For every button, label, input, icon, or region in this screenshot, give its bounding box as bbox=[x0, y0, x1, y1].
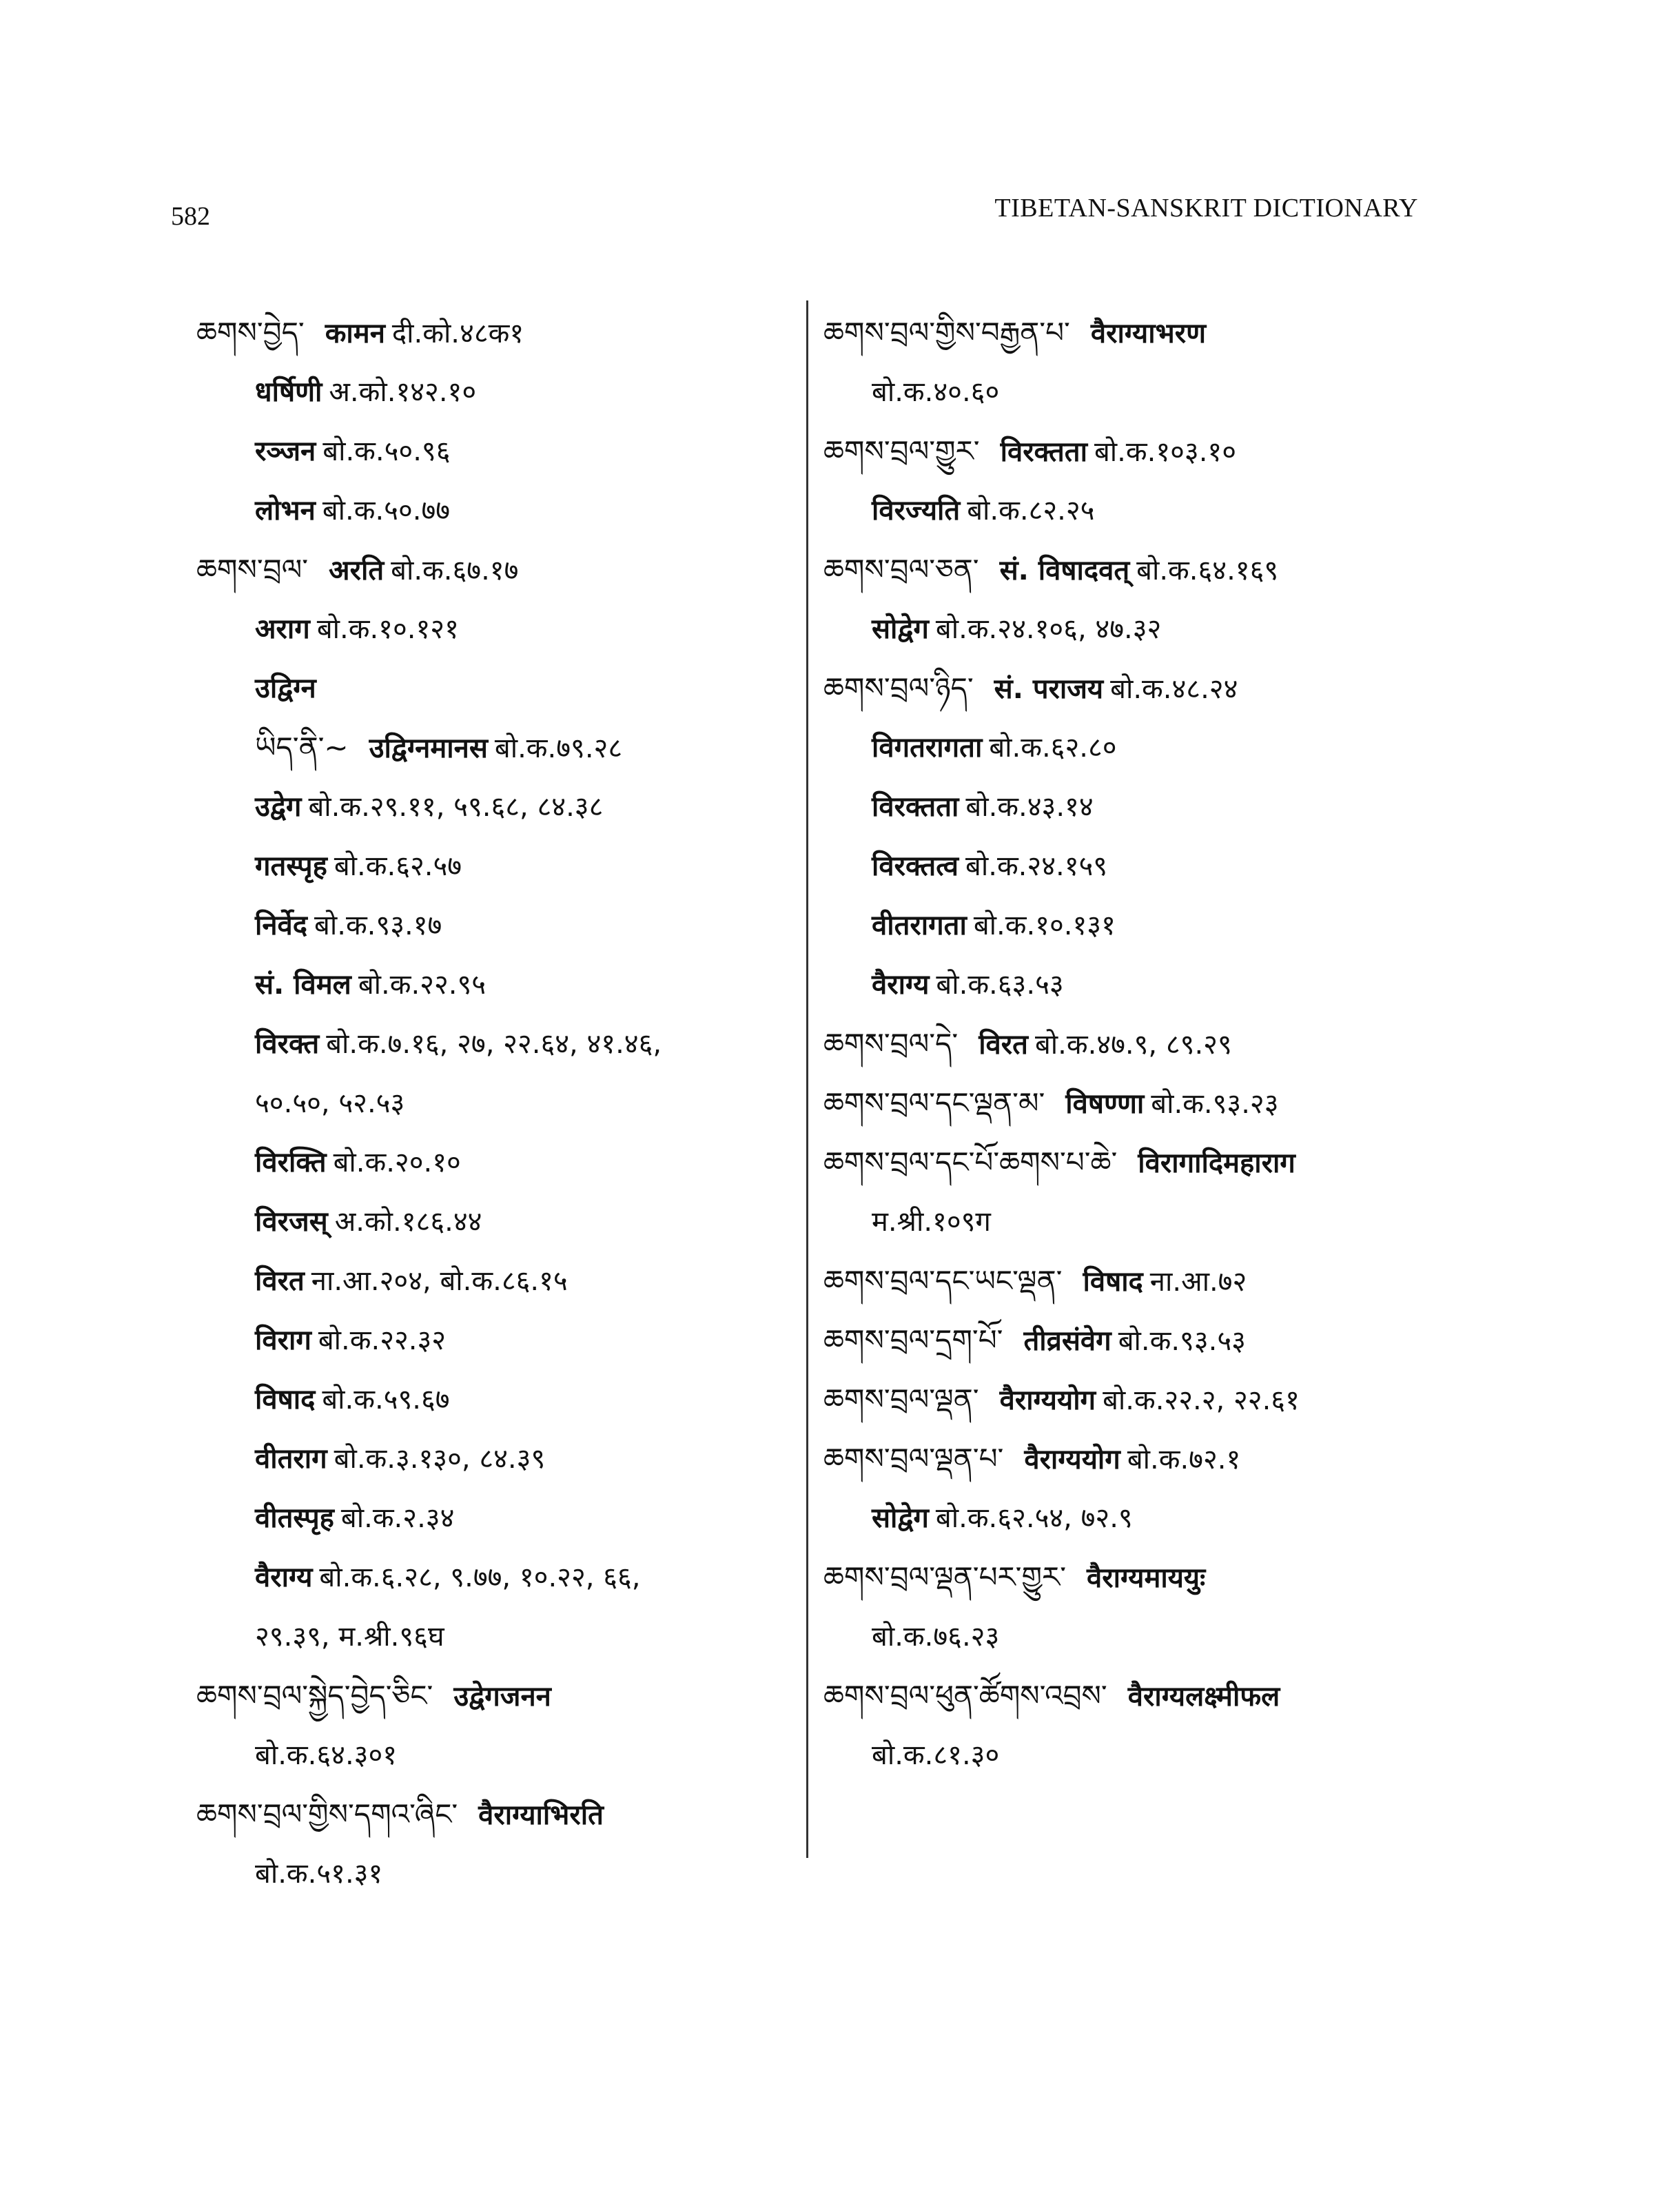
sanskrit-term: विरत bbox=[255, 1265, 305, 1297]
source-reference: बो.क.८१.३० bbox=[872, 1739, 1000, 1771]
entry-continuation-line bbox=[823, 1607, 1485, 1666]
sanskrit-term: वैराग्याभरण bbox=[1090, 318, 1207, 349]
sanskrit-term: विरक्तत्व bbox=[872, 850, 959, 882]
source-reference: बो.क.५९.६७ bbox=[322, 1384, 450, 1416]
source-reference: बो.क.२०.१० bbox=[333, 1147, 461, 1178]
source-reference: बो.क.७.१६, २७, २२.६४, ४१.४६, bbox=[326, 1028, 662, 1060]
entry-sense-line bbox=[196, 1311, 796, 1370]
source-reference: बो.क.५०.९६ bbox=[322, 436, 451, 467]
source-reference: बो.क.६७.१७ bbox=[391, 555, 519, 586]
tibetan-term: ཆགས་བྲལ་དང་ལྡན་མ་ bbox=[823, 1086, 1045, 1120]
sanskrit-term: सं. विमल bbox=[255, 969, 351, 1001]
entry-sense-line bbox=[196, 955, 796, 1014]
entry-sense-line bbox=[196, 777, 796, 837]
source-reference: बो.क.२२.२, २२.६१ bbox=[1103, 1384, 1300, 1416]
sanskrit-term: गतस्पृह bbox=[255, 850, 327, 882]
sanskrit-term: विषण्णा bbox=[1065, 1088, 1145, 1120]
tibetan-term: ཆགས་བྲལ་ཉིད་ bbox=[823, 671, 974, 705]
source-reference: बो.क.७२.१ bbox=[1127, 1444, 1241, 1475]
sanskrit-term: विषाद bbox=[1083, 1266, 1143, 1298]
sanskrit-term: धर्षिणी bbox=[255, 376, 322, 408]
source-reference: दी.को.४८क१ bbox=[391, 318, 524, 349]
sanskrit-term: वैराग्य bbox=[872, 969, 930, 1001]
entry-headword-line bbox=[823, 422, 1485, 481]
source-reference: बो.क.४८.२४ bbox=[1110, 673, 1238, 705]
entry-continuation-line bbox=[196, 1074, 796, 1133]
sanskrit-term: रञ्जन bbox=[255, 436, 316, 467]
tibetan-term: ཆགས་བྲལ་དྲག་པོ་ bbox=[823, 1323, 1003, 1357]
entry-headword-line bbox=[823, 1548, 1485, 1607]
source-reference: बो.क.२४.१५९ bbox=[965, 850, 1108, 882]
entry-sense-line bbox=[823, 600, 1485, 659]
entry-continuation-line bbox=[823, 1726, 1485, 1785]
entry-sense-line bbox=[823, 718, 1485, 777]
entry-sense-line bbox=[823, 481, 1485, 540]
sanskrit-term: निर्वेद bbox=[255, 910, 308, 941]
sanskrit-term: अरति bbox=[329, 555, 385, 586]
source-reference: अ.को.१८६.४४ bbox=[334, 1206, 482, 1238]
entry-headword-line bbox=[823, 659, 1485, 718]
entry-headword-line bbox=[823, 540, 1485, 600]
sanskrit-term: उद्विग्नमानस bbox=[369, 733, 488, 764]
source-reference: बो.क.१०.१२१ bbox=[316, 613, 459, 645]
sanskrit-term: सं. विषादवत् bbox=[999, 555, 1130, 586]
entry-continuation-line bbox=[823, 362, 1485, 422]
tibetan-term: ཆགས་བྲལ་སྐྱེད་བྱེད་ཅིང་ bbox=[196, 1679, 433, 1713]
entry-headword-line bbox=[196, 1785, 796, 1844]
source-reference: बो.क.६४.१६९ bbox=[1136, 555, 1279, 586]
sanskrit-term: विरक्तता bbox=[1000, 436, 1087, 468]
entry-continuation-line bbox=[196, 1726, 796, 1785]
source-reference: बो.क.२.३४ bbox=[340, 1502, 455, 1534]
sanskrit-term: उद्वेगजनन bbox=[453, 1681, 551, 1713]
sanskrit-term: विरक्ति bbox=[255, 1147, 327, 1178]
tibetan-term: ཆགས་བྲལ་གྱིས་བརྒྱན་པ་ bbox=[823, 316, 1070, 349]
entry-continuation-line bbox=[196, 1607, 796, 1666]
entry-sense-line bbox=[196, 600, 796, 659]
entry-headword-line bbox=[823, 1429, 1485, 1489]
sanskrit-term: वैराग्ययोग bbox=[1024, 1444, 1120, 1475]
page-number: 582 bbox=[171, 202, 210, 231]
entry-sense-line bbox=[196, 481, 796, 540]
source-reference: ५०.५०, ५२.५३ bbox=[255, 1087, 405, 1119]
entry-headword-line bbox=[196, 1666, 796, 1726]
source-reference: ना.आ.२०४, बो.क.८६.१५ bbox=[311, 1265, 568, 1297]
entry-sense-line bbox=[823, 955, 1485, 1014]
source-reference: बो.क.२९.११, ५९.६८, ८४.३८ bbox=[308, 791, 604, 823]
entry-sense-line bbox=[196, 718, 796, 777]
source-reference: बो.क.७९.२८ bbox=[494, 733, 623, 764]
source-reference: बो.क.२४.१०६, ४७.३२ bbox=[935, 613, 1162, 645]
source-reference: बो.क.७६.२३ bbox=[872, 1621, 1000, 1653]
tibetan-term: ཆགས་བྱེད་ bbox=[196, 316, 305, 349]
entry-sense-line bbox=[196, 362, 796, 422]
sanskrit-term: विरागादिमहाराग bbox=[1138, 1147, 1295, 1179]
entry-sense-line bbox=[196, 1370, 796, 1429]
entry-sense-line bbox=[823, 777, 1485, 837]
sanskrit-term: वीतरागता bbox=[872, 910, 967, 941]
tibetan-term: ཆགས་བྲལ་དང་ཡང་ལྡན་ bbox=[823, 1264, 1063, 1298]
tibetan-term: ཡིད་ནི་~ bbox=[255, 730, 349, 764]
entry-headword-line bbox=[823, 1014, 1485, 1074]
source-reference: बो.क.८२.२५ bbox=[967, 495, 1095, 527]
tibetan-term: ཆགས་བྲལ་གྱུར་ bbox=[823, 434, 980, 468]
source-reference: म.श्री.१०९ग bbox=[872, 1206, 991, 1238]
source-reference: बो.क.६४.३०१ bbox=[255, 1739, 398, 1771]
entry-sense-line bbox=[196, 1014, 796, 1074]
sanskrit-term: विरत bbox=[979, 1029, 1028, 1061]
source-reference: बो.क.३.१३०, ८४.३९ bbox=[334, 1443, 546, 1475]
source-reference: २९.३९, म.श्री.९६घ bbox=[255, 1621, 444, 1653]
tibetan-term: ཆགས་བྲལ་ཕུན་ཚོགས་འབྲས་ bbox=[823, 1679, 1107, 1713]
source-reference: बो.क.९३.२३ bbox=[1151, 1088, 1279, 1120]
entry-headword-line bbox=[823, 1370, 1485, 1429]
sanskrit-term: विरजस् bbox=[255, 1206, 328, 1238]
source-reference: बो.क.५०.७७ bbox=[322, 495, 451, 527]
tibetan-term: ཆགས་བྲལ་ལྡན་ bbox=[823, 1382, 979, 1416]
entry-sense-line bbox=[823, 1489, 1485, 1548]
source-reference: बो.क.६.२८, ९.७७, १०.२२, ६६, bbox=[319, 1562, 641, 1593]
column-divider bbox=[806, 300, 808, 1858]
entry-headword-line bbox=[196, 303, 796, 362]
sanskrit-term: विषाद bbox=[255, 1384, 316, 1416]
tibetan-term: ཆགས་བྲལ་ལྡན་པ་ bbox=[823, 1442, 1004, 1475]
entry-sense-line bbox=[196, 896, 796, 955]
sanskrit-term: विरक्त bbox=[255, 1028, 320, 1060]
tibetan-term: ཆགས་བྲལ་ཅན་ bbox=[823, 553, 979, 586]
source-reference: बो.क.६३.५३ bbox=[936, 969, 1064, 1001]
entry-sense-line bbox=[823, 896, 1485, 955]
source-reference: बो.क.१०३.१० bbox=[1094, 436, 1237, 468]
entry-headword-line bbox=[196, 540, 796, 600]
sanskrit-term: सोद्वेग bbox=[872, 613, 929, 645]
source-reference: बो.क.९३.१७ bbox=[314, 910, 442, 941]
left-column bbox=[196, 303, 796, 1903]
sanskrit-term: लोभन bbox=[255, 495, 316, 527]
source-reference: बो.क.४०.६० bbox=[872, 376, 1000, 408]
source-reference: बो.क.२२.३२ bbox=[318, 1325, 447, 1356]
entry-sense-line bbox=[196, 659, 796, 718]
source-reference: बो.क.५१.३१ bbox=[255, 1858, 383, 1890]
sanskrit-term: वैराग्यमाययुः bbox=[1087, 1562, 1206, 1594]
entry-headword-line bbox=[823, 1251, 1485, 1311]
sanskrit-term: उद्विग्न bbox=[255, 673, 316, 704]
running-title: TIBETAN-SANSKRIT DICTIONARY bbox=[994, 194, 1418, 223]
entry-sense-line bbox=[196, 1251, 796, 1311]
sanskrit-term: वैराग्ययोग bbox=[999, 1384, 1096, 1416]
right-column bbox=[823, 303, 1485, 1785]
tibetan-term: ཆགས་བྲལ་དེ་ bbox=[823, 1027, 959, 1061]
entry-sense-line bbox=[196, 1489, 796, 1548]
sanskrit-term: अराग bbox=[255, 613, 310, 645]
entry-headword-line bbox=[823, 303, 1485, 362]
tibetan-term: ཆགས་བྲལ་གྱིས་དགའ་ཞིང་ bbox=[196, 1797, 458, 1831]
source-reference: बो.क.१०.१३१ bbox=[973, 910, 1116, 941]
entry-sense-line bbox=[196, 1133, 796, 1192]
sanskrit-term: उद्वेग bbox=[255, 791, 302, 823]
source-reference: बो.क.६२.५७ bbox=[334, 850, 462, 882]
sanskrit-term: वैराग्य bbox=[255, 1562, 313, 1593]
sanskrit-term: वैराग्यलक्ष्मीफल bbox=[1127, 1681, 1280, 1713]
entry-headword-line bbox=[823, 1666, 1485, 1726]
entry-continuation-line bbox=[196, 1844, 796, 1903]
sanskrit-term: विगतरागता bbox=[872, 732, 983, 764]
sanskrit-term: सं. पराजय bbox=[994, 673, 1104, 705]
entry-sense-line bbox=[196, 1548, 796, 1607]
sanskrit-term: विरज्यति bbox=[872, 495, 961, 527]
source-reference: बो.क.४७.९, ८९.२९ bbox=[1034, 1029, 1232, 1061]
source-reference: बो.क.२२.९५ bbox=[358, 969, 486, 1001]
entry-sense-line bbox=[196, 1429, 796, 1489]
entry-sense-line bbox=[823, 837, 1485, 896]
tibetan-term: ཆགས་བྲལ་ལྡན་པར་གྱུར་ bbox=[823, 1560, 1067, 1594]
source-reference: ना.आ.७२ bbox=[1149, 1266, 1247, 1298]
sanskrit-term: विरक्तता bbox=[872, 791, 959, 823]
entry-continuation-line bbox=[823, 1192, 1485, 1251]
source-reference: अ.को.१४२.१० bbox=[329, 376, 477, 408]
sanskrit-term: विराग bbox=[255, 1325, 311, 1356]
tibetan-term: ཆགས་བྲལ་དང་པོ་ཆགས་པ་ཆེ་ bbox=[823, 1145, 1118, 1179]
entry-headword-line bbox=[823, 1311, 1485, 1370]
entry-sense-line bbox=[196, 1192, 796, 1251]
source-reference: बो.क.९३.५३ bbox=[1118, 1325, 1246, 1357]
sanskrit-term: वीतस्पृह bbox=[255, 1502, 334, 1534]
sanskrit-term: तीव्रसंवेग bbox=[1023, 1325, 1112, 1357]
entry-headword-line bbox=[823, 1133, 1485, 1192]
sanskrit-term: वैराग्याभिरति bbox=[478, 1799, 604, 1831]
source-reference: बो.क.६२.८० bbox=[989, 732, 1117, 764]
entry-sense-line bbox=[196, 422, 796, 481]
sanskrit-term: वीतराग bbox=[255, 1443, 327, 1475]
source-reference: बो.क.६२.५४, ७२.९ bbox=[935, 1502, 1133, 1534]
sanskrit-term: सोद्वेग bbox=[872, 1502, 929, 1534]
source-reference: बो.क.४३.१४ bbox=[965, 791, 1094, 823]
entry-sense-line bbox=[196, 837, 796, 896]
entry-headword-line bbox=[823, 1074, 1485, 1133]
sanskrit-term: कामन bbox=[325, 318, 385, 349]
tibetan-term: ཆགས་བྲལ་ bbox=[196, 553, 309, 586]
